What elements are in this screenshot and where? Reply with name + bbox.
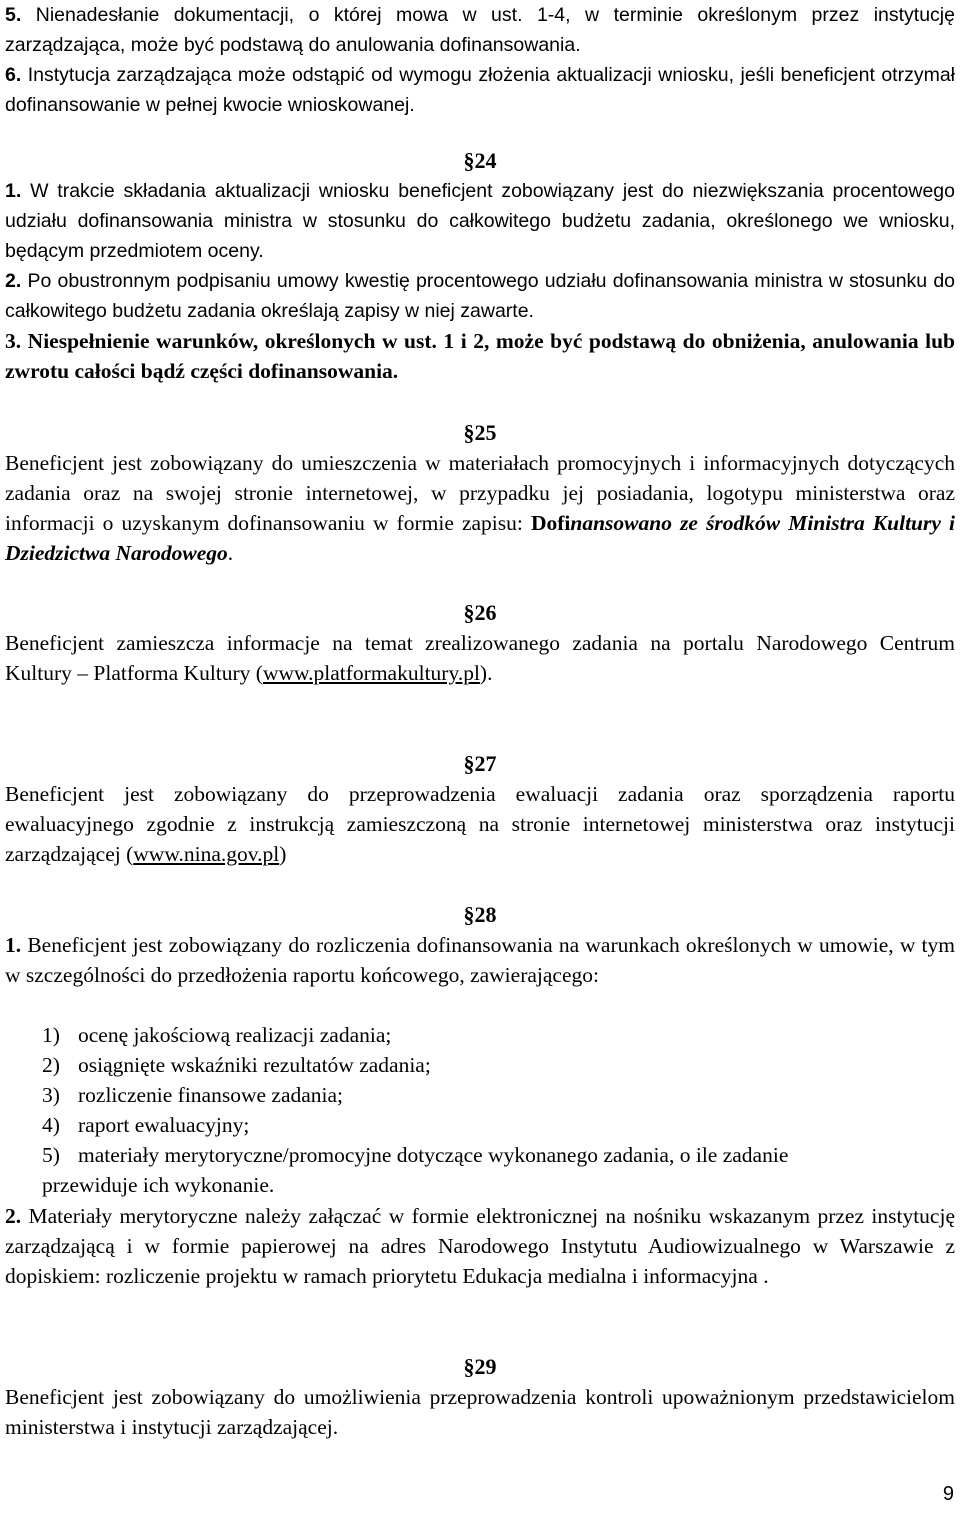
paragraph-5: 5. Nienadesłanie dokumentacji, o której mowa w ust. 1-4, w terminie określonym przez instytucję zarządzająca, może być podstawą do anulowania dofinansowania. xyxy=(5,4,955,56)
s25-paragraph: Beneficjent jest zobowiązany do umieszczenia w materiałach promocyjnych i informacyjnych dotyczących zadania oraz na swojej stronie internetowej, w przypadku jej posiadania, logotypu ministerstwa oraz informacji o uzyskanym dofinansowaniu w formie zapisu: Dofinansowano ze środków Ministra Kultury i Dziedzictwa Narodowego. xyxy=(5,451,955,565)
s29-paragraph: Beneficjent jest zobowiązany do umożliwienia przeprowadzenia kontroli upoważnionym przedstawicielom ministerstwa i instytucji zarządzającej. xyxy=(5,1385,955,1439)
s28-paragraph-1: 1. Beneficjent jest zobowiązany do rozliczenia dofinansowania na warunkach określonych w umowie, w tym w szczególności do przedłożenia raportu końcowego, zawierającego: xyxy=(5,933,956,987)
list-item: 3) rozliczenie finansowe zadania; xyxy=(42,1083,344,1107)
section-heading-24: §24 xyxy=(463,148,497,173)
s28-paragraph-2: 2. Materiały merytoryczne należy załączać w formie elektronicznej na nośniku wskazanym przez instytucję zarządzającą i w formie papierowej na adres Narodowego Instytutu Audiowizualnego w Warszawie z dopiskiem: rozliczenie projektu w ramach priorytetu Edukacja medialna i informacyjna . xyxy=(5,1204,955,1288)
list-item: 2) osiągnięte wskaźniki rezultatów zadania; xyxy=(42,1053,431,1077)
s24-paragraph-3: 3. Niespełnienie warunków, określonych w ust. 1 i 2, może być podstawą do obniżenia, anulowania lub zwrotu całości bądź części dofinansowania. xyxy=(5,329,956,383)
s24-paragraph-1: 1. W trakcie składania aktualizacji wniosku beneficjent zobowiązany jest do niezwiększania procentowego udziału dofinansowania ministra w stosunku do całkowitego budżetu zadania, określonego we wniosku, będącym przedmiotem oceny. xyxy=(5,180,955,262)
s27-paragraph: Beneficjent jest zobowiązany do przeprowadzenia ewaluacji zadania oraz sporządzenia raportu ewaluacyjnego zgodnie z instrukcją zamieszczoną na stronie internetowej ministerstwa oraz instytucji zarządzającej (www.nina.gov.pl) xyxy=(5,782,955,866)
section-heading-26: §26 xyxy=(463,600,497,625)
platformakultury-link[interactable]: www.platformakultury.pl xyxy=(262,661,480,685)
section-heading-29: §29 xyxy=(463,1354,497,1379)
section-heading-27: §27 xyxy=(463,751,497,776)
list-item: 1) ocenę jakościową realizacji zadania; xyxy=(42,1023,392,1047)
list-item-continuation: przewiduje ich wykonanie. xyxy=(42,1173,275,1197)
s26-paragraph: Beneficjent zamieszcza informacje na temat zrealizowanego zadania na portalu Narodowego Centrum Kultury – Platforma Kultury (www.platformakultury.pl). xyxy=(5,631,955,685)
page-number: 9 xyxy=(942,1483,954,1505)
nina-link[interactable]: www.nina.gov.pl xyxy=(133,842,280,866)
section-heading-28: §28 xyxy=(463,902,497,927)
section-heading-25: §25 xyxy=(463,420,497,445)
list-item: 4) raport ewaluacyjny; xyxy=(42,1113,250,1137)
s24-paragraph-2: 2. Po obustronnym podpisaniu umowy kwestię procentowego udziału dofinansowania ministra w stosunku do całkowitego budżetu zadania określają zapisy w niej zawarte. xyxy=(5,270,956,322)
list-item: 5) materiały merytoryczne/promocyjne dotyczące wykonanego zadania, o ile zadanie xyxy=(42,1143,789,1167)
paragraph-6: 6. Instytucja zarządzająca może odstąpić od wymogu złożenia aktualizacji wniosku, jeśli beneficjent otrzymał dofinansowanie w pełnej kwocie wnioskowanej. xyxy=(5,64,956,116)
